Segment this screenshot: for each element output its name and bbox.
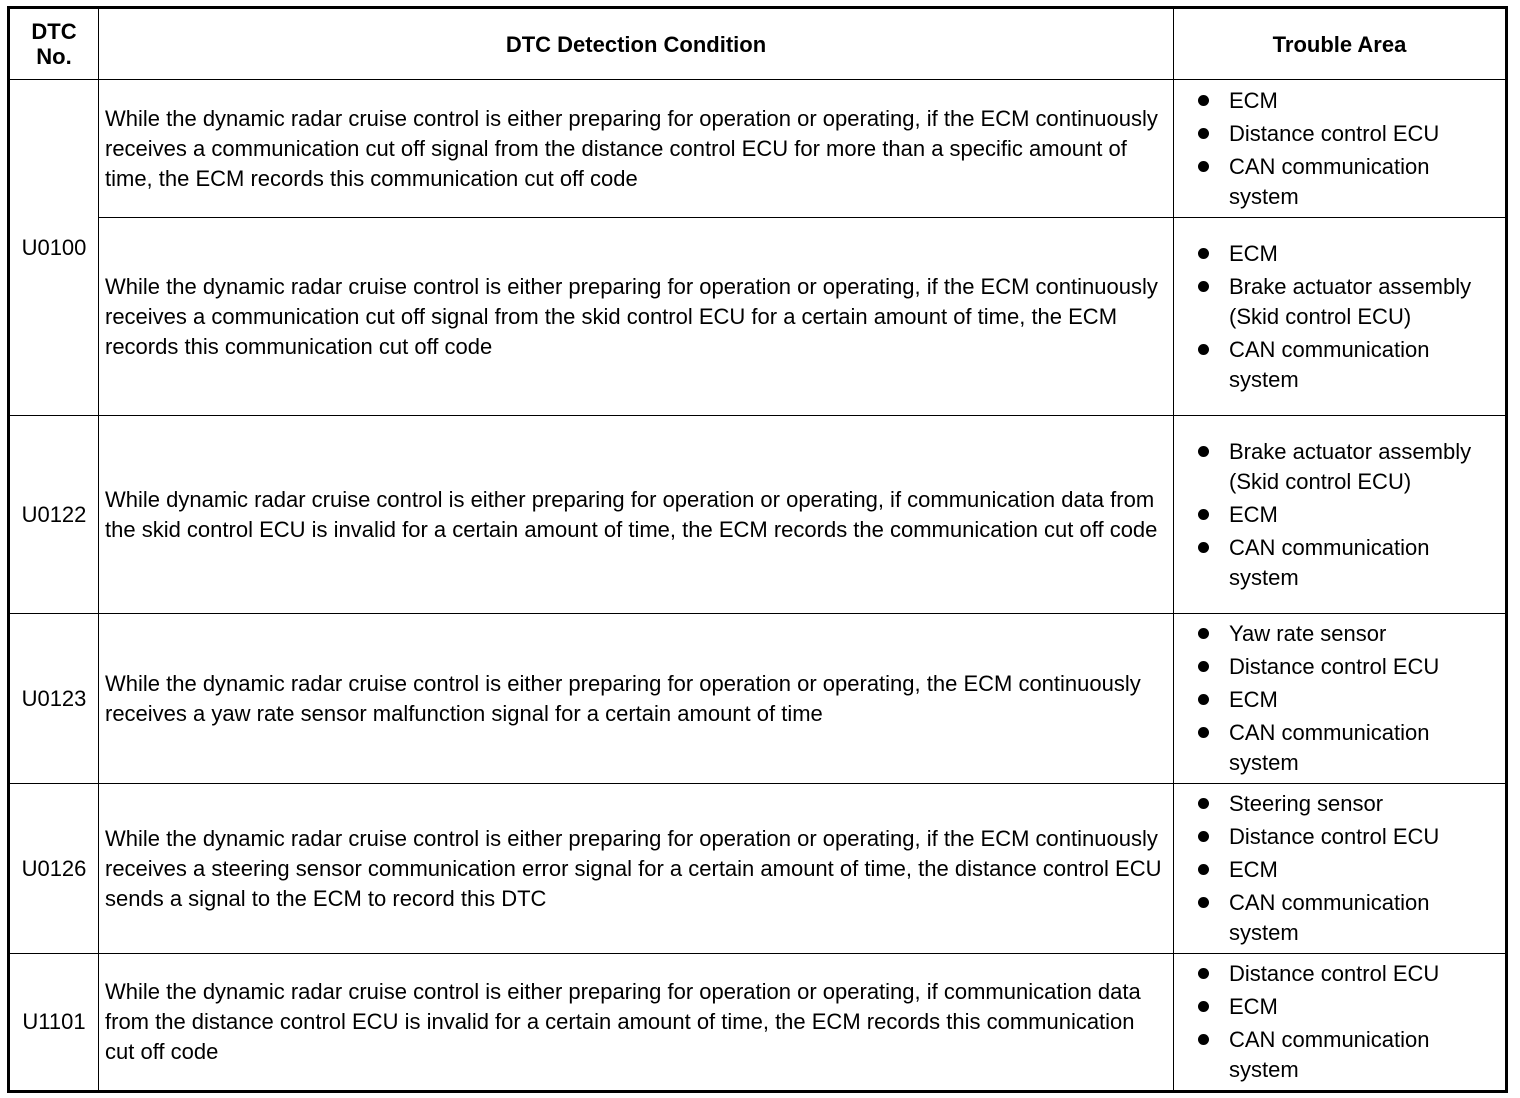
table-row bbox=[9, 218, 1507, 416]
trouble-area-list bbox=[1174, 619, 1505, 778]
bullet-icon bbox=[1198, 1034, 1209, 1045]
trouble-area bbox=[1174, 80, 1507, 218]
dtc-code: U0100 bbox=[9, 80, 99, 416]
list-item: Brake actuator assembly (Skid control ECU) bbox=[1229, 272, 1505, 332]
list-item: ECM bbox=[1229, 239, 1505, 269]
bullet-icon bbox=[1198, 161, 1209, 172]
dtc-code: U0123 bbox=[9, 614, 99, 784]
dtc-code: U0126 bbox=[9, 784, 99, 954]
table-row bbox=[9, 80, 1507, 218]
trouble-area-list bbox=[1174, 437, 1505, 593]
list-item: ECM bbox=[1229, 685, 1505, 715]
trouble-area bbox=[1174, 784, 1507, 954]
list-item: Distance control ECU bbox=[1229, 652, 1505, 682]
dtc-table bbox=[7, 6, 1508, 1093]
table-row bbox=[9, 416, 1507, 614]
list-item: Yaw rate sensor bbox=[1229, 619, 1505, 649]
detection-condition: While the dynamic radar cruise control is either preparing for operation or operating, if the ECM continuously receives a steering sensor communication error signal for a certain amount of time, the distance control ECU sends a signal to the ECM to record this DTC bbox=[99, 784, 1174, 954]
trouble-area bbox=[1174, 218, 1507, 416]
bullet-icon bbox=[1198, 968, 1209, 979]
list-item: ECM bbox=[1229, 86, 1505, 116]
bullet-icon bbox=[1198, 831, 1209, 842]
bullet-icon bbox=[1198, 897, 1209, 908]
table-row bbox=[9, 614, 1507, 784]
header-condition: DTC Detection Condition bbox=[99, 8, 1174, 80]
list-item: Distance control ECU bbox=[1229, 119, 1505, 149]
list-item: ECM bbox=[1229, 500, 1505, 530]
trouble-area bbox=[1174, 954, 1507, 1092]
list-item: CAN communication system bbox=[1229, 1025, 1505, 1085]
bullet-icon bbox=[1198, 542, 1209, 553]
detection-condition: While the dynamic radar cruise control is either preparing for operation or operating, if the ECM continuously receives a communication cut off signal from the skid control ECU for a certain amount of time, the ECM records this communication cut off code bbox=[99, 218, 1174, 416]
bullet-icon bbox=[1198, 281, 1209, 292]
table-header-row bbox=[9, 8, 1507, 80]
bullet-icon bbox=[1198, 446, 1209, 457]
detection-condition: While the dynamic radar cruise control is either preparing for operation or operating, if the ECM continuously receives a communication cut off signal from the distance control ECU for more than a specific amount of time, the ECM records this communication cut off code bbox=[99, 80, 1174, 218]
header-dtc-no: DTC No. bbox=[9, 8, 99, 80]
table-row bbox=[9, 784, 1507, 954]
list-item: Steering sensor bbox=[1229, 789, 1505, 819]
trouble-area-list bbox=[1174, 86, 1505, 212]
list-item: CAN communication system bbox=[1229, 335, 1505, 395]
table-row bbox=[9, 954, 1507, 1092]
trouble-area-list bbox=[1174, 959, 1505, 1085]
bullet-icon bbox=[1198, 95, 1209, 106]
detection-condition: While the dynamic radar cruise control is either preparing for operation or operating, if communication data from the distance control ECU is invalid for a certain amount of time, the ECM records this communication cut off code bbox=[99, 954, 1174, 1092]
bullet-icon bbox=[1198, 661, 1209, 672]
trouble-area-list bbox=[1174, 789, 1505, 948]
trouble-area bbox=[1174, 416, 1507, 614]
bullet-icon bbox=[1198, 128, 1209, 139]
bullet-icon bbox=[1198, 1001, 1209, 1012]
list-item: CAN communication system bbox=[1229, 152, 1505, 212]
trouble-area bbox=[1174, 614, 1507, 784]
list-item: ECM bbox=[1229, 992, 1505, 1022]
bullet-icon bbox=[1198, 628, 1209, 639]
trouble-area-list bbox=[1174, 239, 1505, 395]
bullet-icon bbox=[1198, 727, 1209, 738]
list-item: CAN communication system bbox=[1229, 718, 1505, 778]
list-item: ECM bbox=[1229, 855, 1505, 885]
bullet-icon bbox=[1198, 509, 1209, 520]
list-item: Brake actuator assembly (Skid control ECU) bbox=[1229, 437, 1505, 497]
dtc-code: U0122 bbox=[9, 416, 99, 614]
detection-condition: While dynamic radar cruise control is either preparing for operation or operating, if communication data from the skid control ECU is invalid for a certain amount of time, the ECM records the communication cut off code bbox=[99, 416, 1174, 614]
bullet-icon bbox=[1198, 248, 1209, 259]
bullet-icon bbox=[1198, 694, 1209, 705]
list-item: CAN communication system bbox=[1229, 888, 1505, 948]
detection-condition: While the dynamic radar cruise control is either preparing for operation or operating, the ECM continuously receives a yaw rate sensor malfunction signal for a certain amount of time bbox=[99, 614, 1174, 784]
header-trouble-area: Trouble Area bbox=[1174, 8, 1507, 80]
dtc-code: U1101 bbox=[9, 954, 99, 1092]
bullet-icon bbox=[1198, 864, 1209, 875]
list-item: CAN communication system bbox=[1229, 533, 1505, 593]
list-item: Distance control ECU bbox=[1229, 822, 1505, 852]
bullet-icon bbox=[1198, 344, 1209, 355]
bullet-icon bbox=[1198, 798, 1209, 809]
list-item: Distance control ECU bbox=[1229, 959, 1505, 989]
